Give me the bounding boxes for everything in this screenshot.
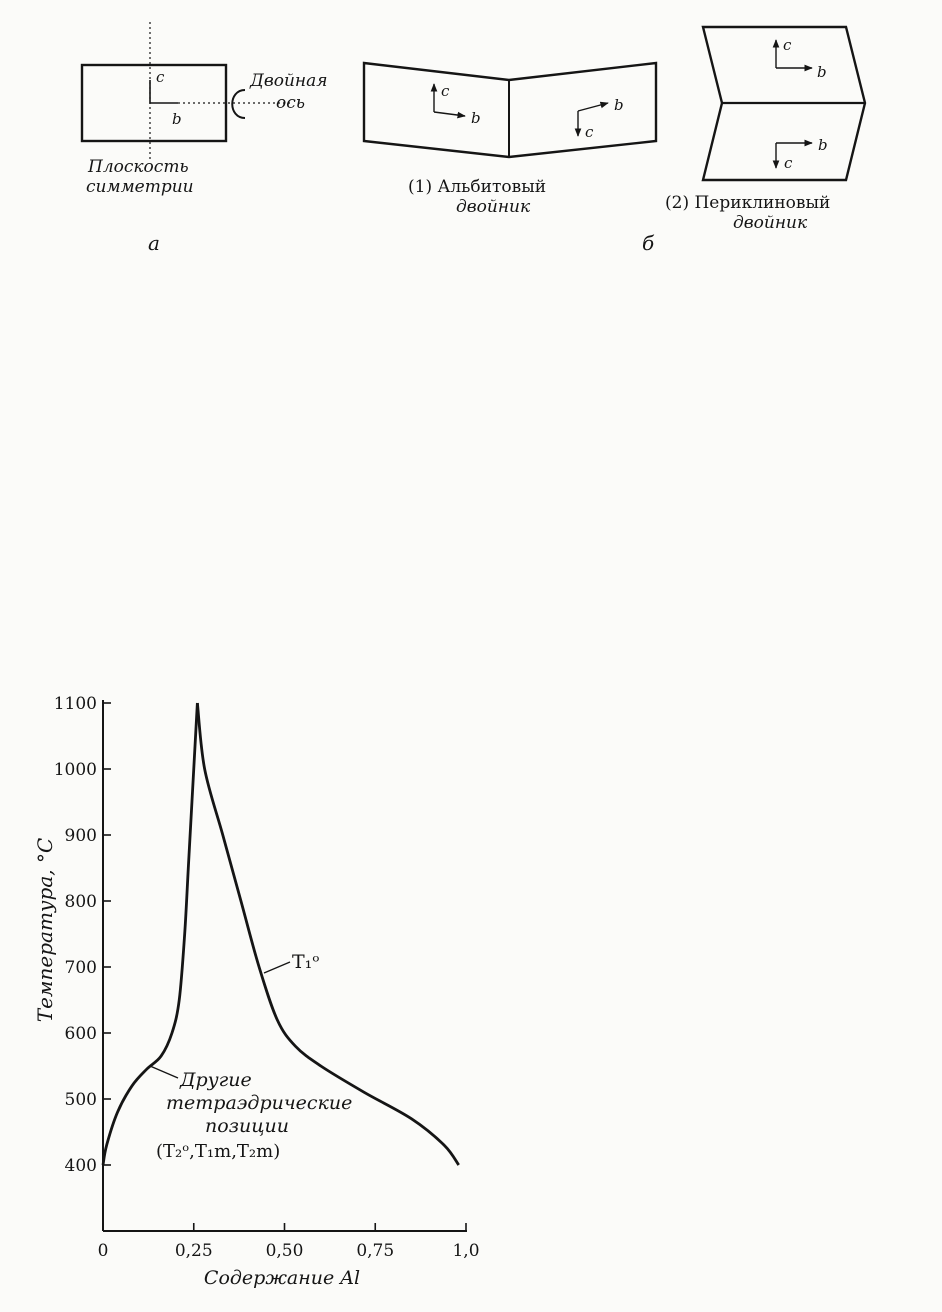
other-label-4: (T₂ᵒ,T₁m,T₂m)	[156, 1141, 281, 1162]
albite-label-b-right: b	[614, 96, 624, 114]
albite-axis-b-right-arrow	[578, 103, 608, 111]
label-b: b	[172, 110, 182, 128]
ordering-chart	[0, 640, 942, 1300]
albite-label-c: c	[441, 82, 450, 100]
pericline-label-c-bottom: c	[784, 154, 793, 172]
twofold-axis-label-2: ось	[276, 93, 306, 113]
y-tick-label: 800	[64, 892, 97, 912]
twofold-axis-label-1: Двойная	[250, 71, 328, 91]
x-tick-label: 0,50	[265, 1241, 304, 1261]
albite-caption-2: двойник	[456, 197, 531, 217]
other-leader-line	[150, 1066, 178, 1078]
panel-letter-b: б	[642, 231, 655, 255]
chart-ticks	[54, 694, 480, 1261]
t1o-leader-line	[264, 962, 290, 973]
t1o-label: T₁ᵒ	[292, 951, 320, 973]
other-label-2: тетраэдрические	[166, 1092, 353, 1114]
y-axis-title: Температура, °C	[33, 837, 57, 1023]
albite-label-b-left: b	[471, 109, 481, 127]
symmetry-plane-label-1: Плоскость	[88, 157, 189, 177]
albite-caption-1: (1) Альбитовый	[408, 177, 547, 197]
panel-letter-a: а	[148, 231, 160, 255]
y-tick-label: 1100	[53, 694, 97, 714]
pericline-twin	[665, 27, 865, 233]
pericline-caption-2: двойник	[733, 213, 808, 233]
y-tick-label: 400	[64, 1156, 97, 1176]
rotation-arrow-icon	[232, 90, 245, 118]
monoclinic-cell	[82, 22, 328, 255]
x-tick-label: 0,25	[174, 1241, 213, 1261]
y-tick-label: 700	[64, 958, 97, 978]
albite-twin	[364, 63, 656, 217]
albite-axis-b-arrow	[434, 112, 465, 116]
pericline-label-b-bottom: b	[818, 136, 828, 154]
y-tick-label: 900	[64, 826, 97, 846]
x-tick-label: 1,0	[452, 1241, 480, 1261]
other-label-1: Другие	[180, 1069, 252, 1091]
twinning-diagram	[0, 0, 942, 290]
pericline-label-b-top: b	[817, 63, 827, 81]
label-c: c	[156, 68, 165, 86]
symmetry-plane-label-2: симметрии	[86, 177, 194, 197]
y-tick-label: 500	[64, 1090, 97, 1110]
pericline-label-c-top: c	[783, 36, 792, 54]
pericline-caption-1: (2) Периклиновый	[665, 193, 831, 213]
other-label-3: позиции	[205, 1115, 290, 1137]
y-tick-label: 1000	[53, 760, 97, 780]
x-tick-label: 0,75	[356, 1241, 395, 1261]
y-tick-label: 600	[64, 1024, 97, 1044]
x-tick-label: 0	[97, 1241, 109, 1261]
albite-label-c-right: c	[585, 123, 594, 141]
x-axis-title: Содержание Al	[203, 1267, 361, 1289]
